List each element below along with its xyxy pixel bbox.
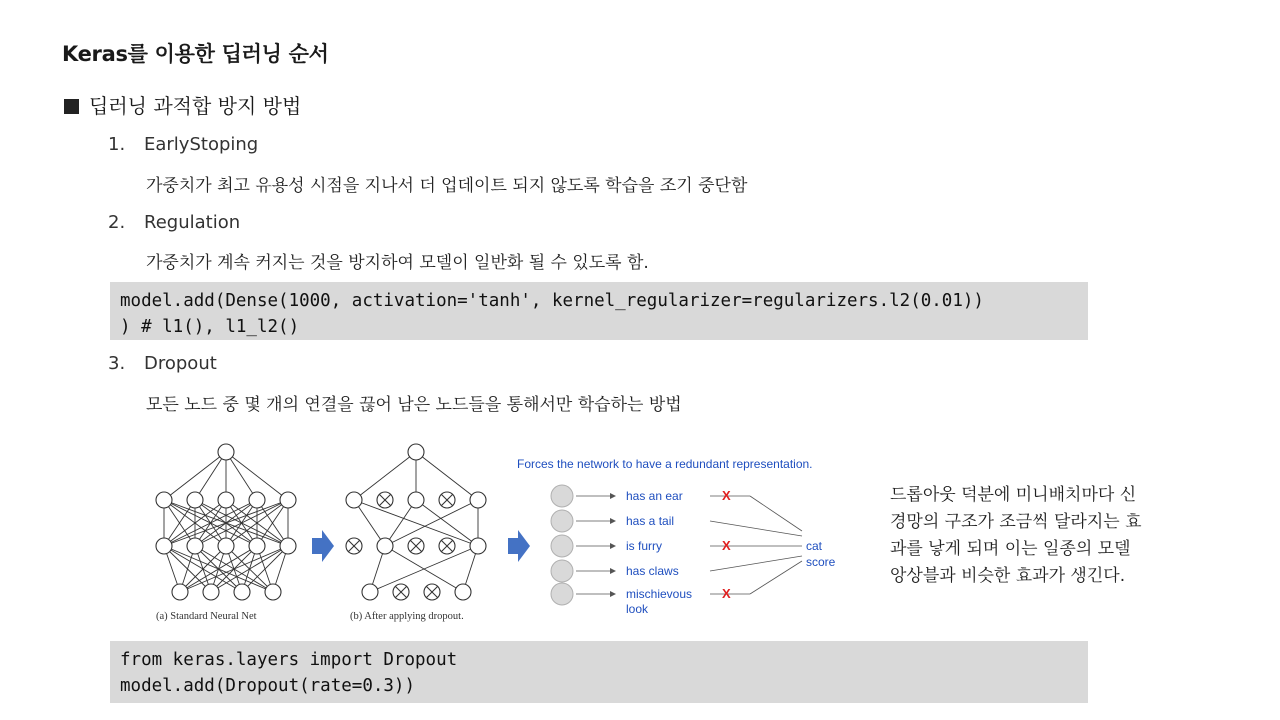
- dropout-figure: [140, 436, 860, 626]
- square-bullet-icon: [64, 99, 79, 114]
- code-line: from keras.layers import Dropout: [120, 650, 458, 670]
- item-1-description: 가중치가 최고 유용성 시점을 지나서 더 업데이트 되지 않도록 학습을 조기 중단함: [146, 176, 748, 196]
- arrow-heads: [610, 493, 616, 597]
- standard-net-connections: [164, 452, 288, 592]
- output-label: cat: [806, 539, 823, 553]
- caption-dropout-net: (b) After applying dropout.: [350, 611, 464, 622]
- item-3-description: 모든 노드 중 몇 개의 연결을 끊어 남은 노드들을 통해서만 학습하는 방법: [146, 395, 682, 415]
- item-3-number: 3.: [108, 353, 126, 374]
- dropout-code-block: [110, 641, 1088, 703]
- page-title: Keras를 이용한 딥러닝 순서: [62, 42, 329, 66]
- code-line: model.add(Dropout(rate=0.3)): [120, 676, 416, 696]
- drop-x-icon: X: [722, 538, 731, 553]
- section-heading-text: 딥러닝 과적합 방지 방법: [89, 94, 302, 118]
- drop-x-icon: X: [722, 488, 731, 503]
- feature-nodes: [551, 485, 573, 605]
- right-arrow-icon: [508, 530, 530, 562]
- right-arrow-icon: [312, 530, 334, 562]
- code-line: ) # l1(), l1_l2(): [120, 317, 300, 337]
- item-2-name: Regulation: [144, 212, 241, 233]
- dropout-side-note: [890, 482, 1210, 590]
- side-note-line: 앙상블과 비슷한 효과가 생긴다.: [890, 566, 1126, 586]
- drop-x-icon: X: [722, 586, 731, 601]
- item-3-name: Dropout: [144, 353, 217, 374]
- dropout-diagram: [140, 436, 860, 626]
- item-1-name: EarlyStoping: [144, 134, 259, 155]
- item-2-number: 2.: [108, 212, 126, 233]
- code-line: model.add(Dense(1000, activation='tanh', kernel_regularizer=regularizers.l2(0.01)): [120, 291, 984, 311]
- feature-arrows: [576, 496, 802, 594]
- side-note-line: 드롭아웃 덕분에 미니배치마다 신: [890, 485, 1137, 505]
- item-1-number: 1.: [108, 134, 126, 155]
- feature-label: has a tail: [626, 514, 675, 528]
- side-note-line: 경망의 구조가 조금씩 달라지는 효: [890, 512, 1142, 532]
- side-note-line: 과를 낳게 되며 이는 일종의 모델: [890, 539, 1131, 559]
- item-2-title: [108, 212, 240, 233]
- item-3-title: [108, 353, 217, 374]
- regularization-code-block: [110, 282, 1088, 340]
- feature-label: look: [626, 602, 649, 616]
- item-2-description: 가중치가 계속 커지는 것을 방지하여 모델이 일반화 될 수 있도록 함.: [146, 253, 649, 273]
- feature-label: mischievous: [626, 587, 693, 601]
- redundant-title: Forces the network to have a redundant representation.: [517, 457, 813, 471]
- dropped-nodes: [346, 492, 455, 600]
- section-heading: [64, 90, 301, 119]
- feature-label: has an ear: [626, 489, 683, 503]
- feature-label: has claws: [626, 564, 679, 578]
- feature-label: is furry: [626, 539, 662, 553]
- output-label: score: [806, 555, 836, 569]
- dropout-net-connections: [354, 452, 478, 592]
- item-1-title: [108, 134, 258, 155]
- caption-standard-net: (a) Standard Neural Net: [156, 611, 257, 622]
